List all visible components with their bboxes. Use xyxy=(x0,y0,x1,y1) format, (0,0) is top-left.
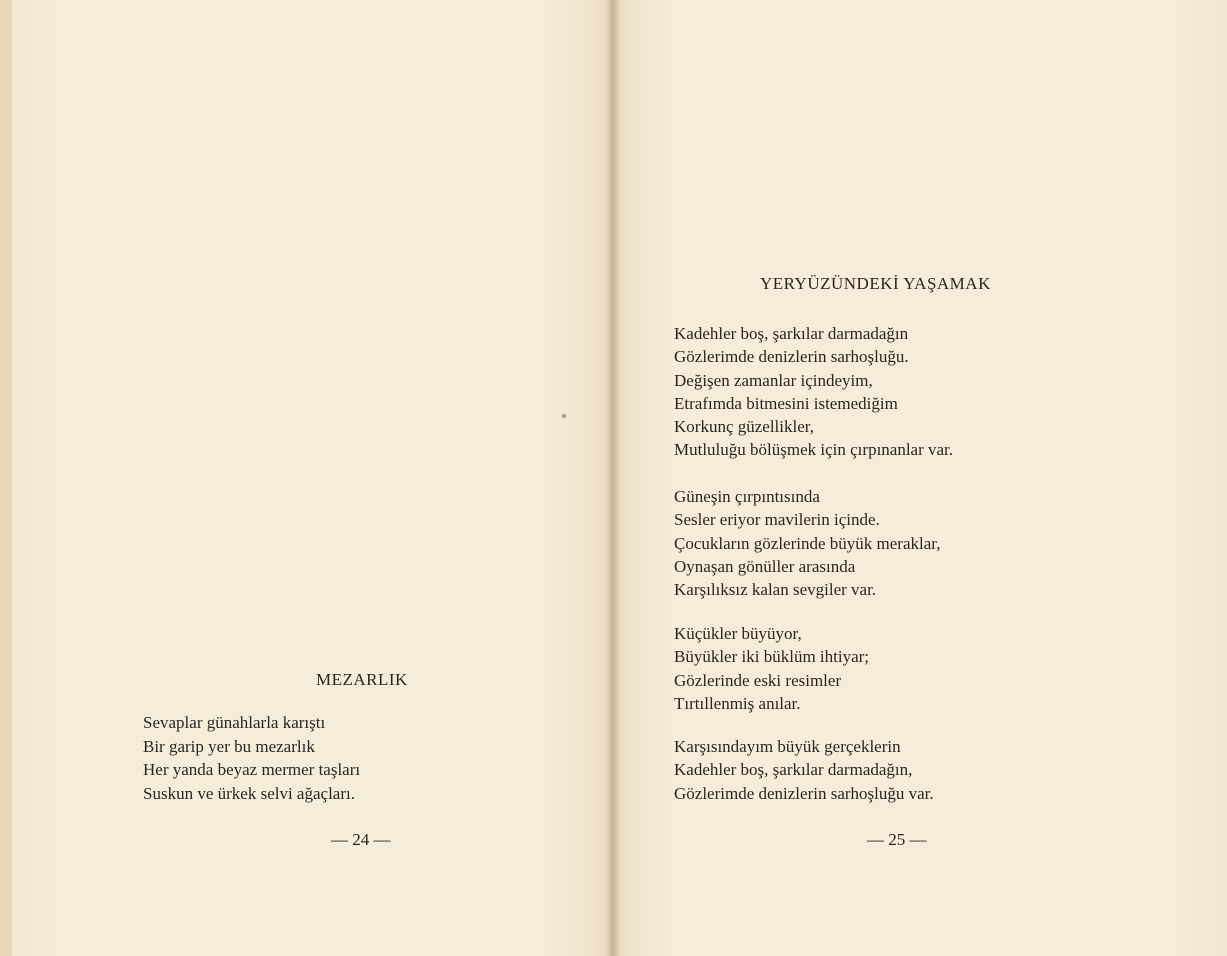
poem-line: Sevaplar günahlarla karıştı xyxy=(143,713,326,732)
right-page xyxy=(612,0,1227,956)
poem-line: Küçükler büyüyor, xyxy=(674,624,802,643)
poem-stanza xyxy=(674,735,934,805)
poem-line: Gözlerimde denizlerin sarhoşluğu var. xyxy=(674,783,934,803)
poem-line: Karşısındayım büyük gerçeklerin xyxy=(674,737,901,756)
poem-line: Her yanda beyaz mermer taşları xyxy=(143,760,361,779)
poem-stanza xyxy=(674,485,941,601)
page-number: — 24 — xyxy=(331,830,391,849)
page-edge xyxy=(0,0,12,956)
book-gutter xyxy=(606,0,620,956)
poem-line: Suskun ve ürkek selvi ağaçları. xyxy=(143,783,355,803)
poem-line: Değişen zamanlar içindeyim, xyxy=(674,370,873,390)
poem-line: Gözlerinde eski resimler xyxy=(674,670,842,690)
poem-line: Karşılıksız kalan sevgiler var. xyxy=(674,580,877,600)
poem-line: Güneşin çırpıntısında xyxy=(674,487,820,506)
poem-line: Oynaşan gönüller arasında xyxy=(674,556,856,576)
poem-line: Gözlerimde denizlerin sarhoşluğu. xyxy=(674,347,909,367)
poem-title-yeryuzundeki-yasamak: YERYÜZÜNDEKİ YAŞAMAK xyxy=(760,274,991,293)
poem-line: Bir garip yer bu mezarlık xyxy=(143,736,315,756)
poem-line: Korkunç güzellikler, xyxy=(674,417,814,437)
poem-title-mezarlik: MEZARLIK xyxy=(316,670,408,689)
poem-line: Kadehler boş, şarkılar darmadağın xyxy=(674,324,909,343)
poem-line: Çocukların gözlerinde büyük meraklar, xyxy=(674,533,941,553)
poem-stanza xyxy=(674,622,869,715)
ink-dot xyxy=(562,414,566,418)
poem-line: Tırtıllenmiş anılar. xyxy=(674,693,801,713)
poem-line: Kadehler boş, şarkılar darmadağın, xyxy=(674,760,913,780)
poem-stanza xyxy=(143,711,360,805)
poem-line: Büyükler iki büklüm ihtiyar; xyxy=(674,647,870,667)
poem-line: Sesler eriyor mavilerin içinde. xyxy=(674,510,880,530)
poem-line: Mutluluğu bölüşmek için çırpınanlar var. xyxy=(674,440,954,460)
poem-stanza xyxy=(674,322,953,462)
poem-line: Etrafımda bitmesini istemediğim xyxy=(674,393,898,413)
page-number: — 25 — xyxy=(867,830,927,849)
left-page xyxy=(0,0,612,956)
